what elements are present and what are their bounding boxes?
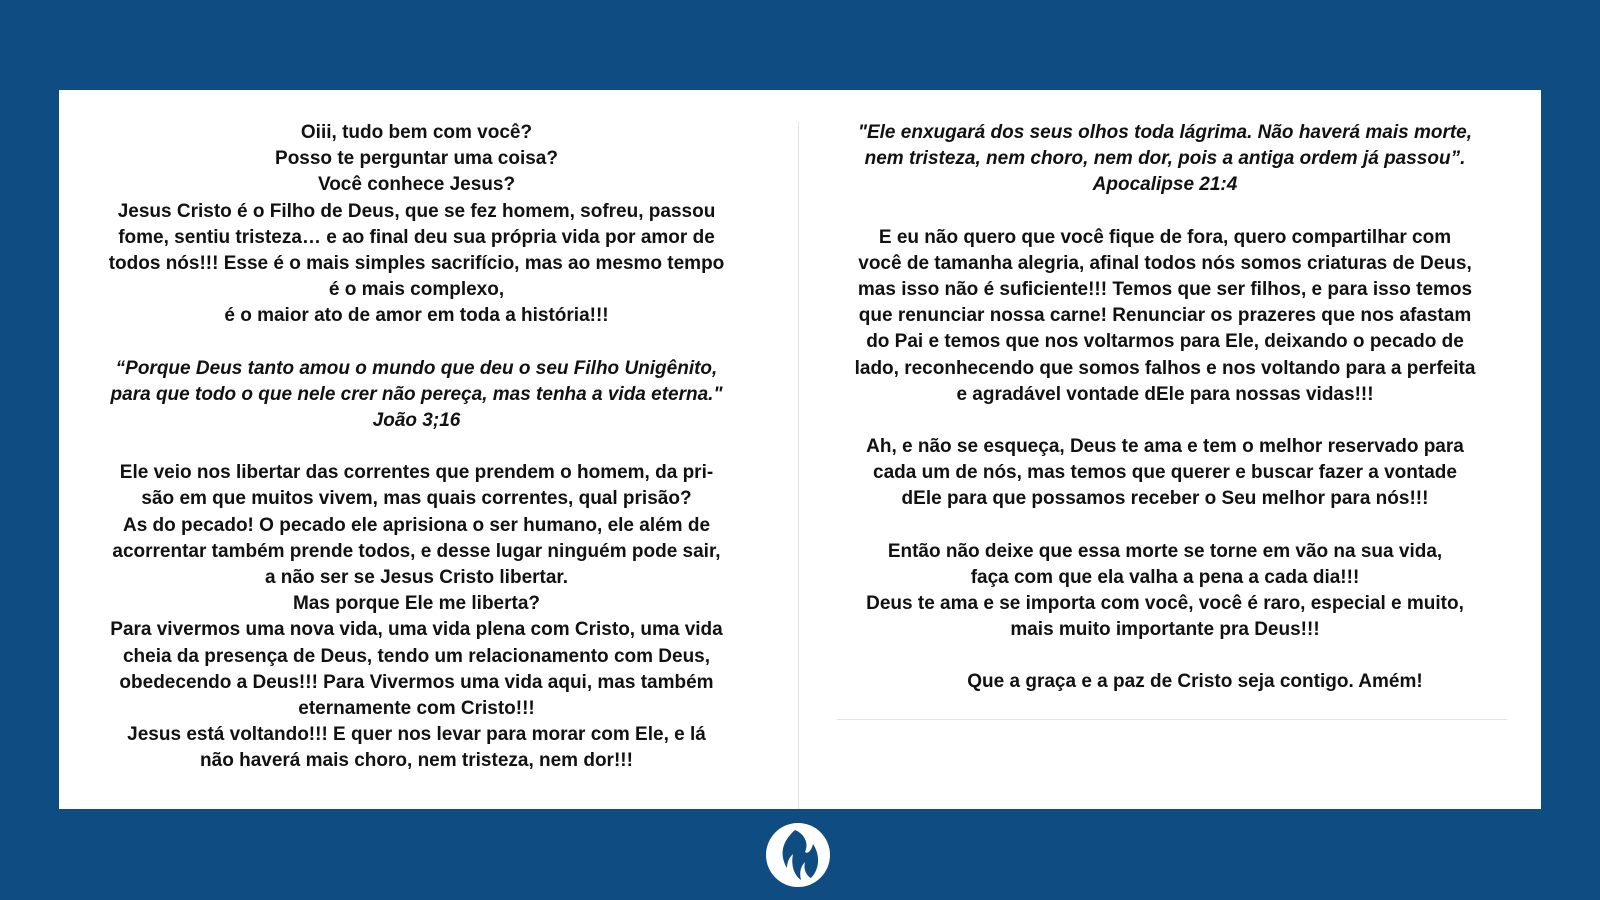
- bottom-rule: [837, 719, 1507, 720]
- text-line: faça com que ela valha a pena a cada dia!!!: [970, 566, 1360, 588]
- text-line: mas isso não é suficiente!!! Temos que ser filhos, e para isso temos: [857, 279, 1473, 301]
- bible-quote-line: "Ele enxugará dos seus olhos toda lágrima. Não haverá mais morte,: [857, 122, 1473, 143]
- text-line: Deus te ama e se importa com você, você é raro, especial e muito,: [866, 593, 1464, 615]
- text-line: cada um de nós, mas temos que querer e buscar fazer a vontade: [873, 462, 1457, 484]
- text-line: Ele veio nos libertar das correntes que prendem o homem, da pri-: [119, 462, 714, 484]
- text-line: E eu não quero que você fique de fora, quero compartilhar com: [878, 226, 1452, 248]
- column-divider: [798, 122, 799, 809]
- greeting-line: Oiii, tudo bem com você?: [300, 122, 533, 143]
- text-line: e agradável vontade dEle para nossas vidas!!!: [956, 383, 1374, 405]
- text-line: Para vivermos uma nova vida, uma vida plena com Cristo, uma vida: [110, 619, 723, 641]
- bible-reference: João 3;16: [372, 410, 461, 432]
- text-line: a não ser se Jesus Cristo libertar.: [264, 567, 569, 589]
- text-line: todos nós!!! Esse é o mais simples sacrifício, mas ao mesmo tempo: [108, 253, 725, 275]
- text-line: cheia da presença de Deus, tendo um relacionamento com Deus,: [122, 645, 711, 667]
- text-line: são em que muitos vivem, mas quais correntes, qual prisão?: [141, 488, 692, 510]
- closing-blessing: Que a graça e a paz de Cristo seja contigo. Amém!: [967, 671, 1423, 693]
- text-line: do Pai e temos que nos voltarmos para Ele, deixando o pecado de: [866, 331, 1464, 353]
- text-line: obedecendo a Deus!!! Para Vivermos uma vida aqui, mas também: [119, 671, 714, 693]
- flame-logo-icon: [765, 822, 831, 888]
- text-line: As do pecado! O pecado ele aprisiona o ser humano, ele além de: [122, 514, 711, 536]
- text-line: é o maior ato de amor em toda a história!!!: [224, 305, 609, 327]
- text-line: é o mais complexo,: [328, 279, 505, 301]
- bible-reference: Apocalipse 21:4: [1092, 174, 1238, 196]
- text-line: dEle para que possamos receber o Seu melhor para nós!!!: [901, 488, 1429, 510]
- bible-quote-line: para que todo o que nele crer não pereça, mas tenha a vida eterna.": [110, 383, 723, 405]
- text-line: Então não deixe que essa morte se torne em vão na sua vida,: [887, 540, 1443, 562]
- text-line: fome, sentiu tristeza… e ao final deu sua própria vida por amor de: [118, 226, 715, 248]
- text-line: lado, reconhecendo que somos falhos e nos voltando para a perfeita: [854, 357, 1476, 379]
- text-line: que renunciar nossa carne! Renunciar os prazeres que nos afastam: [858, 305, 1472, 327]
- text-line: Posso te perguntar uma coisa?: [275, 148, 558, 170]
- text-line: mais muito importante pra Deus!!!: [1010, 619, 1320, 641]
- content-card: [59, 90, 1541, 809]
- bible-quote-line: “Porque Deus tanto amou o mundo que deu o seu Filho Unigênito,: [115, 357, 718, 379]
- left-column: [89, 120, 744, 775]
- text-line: eternamente com Cristo!!!: [298, 698, 535, 720]
- text-line: você de tamanha alegria, afinal todos nós somos criaturas de Deus,: [858, 252, 1472, 274]
- text-line: não haverá mais choro, nem tristeza, nem dor!!!: [200, 750, 633, 772]
- right-column: [825, 120, 1505, 696]
- text-line: Jesus está voltando!!! E quer nos levar para morar com Ele, e lá: [127, 724, 706, 746]
- bible-quote-line: nem tristeza, nem choro, nem dor, pois a antiga ordem já passou”.: [864, 148, 1466, 170]
- text-line: Jesus Cristo é o Filho de Deus, que se fez homem, sofreu, passou: [117, 200, 716, 222]
- text-line: Você conhece Jesus?: [317, 174, 516, 196]
- text-line: acorrentar também prende todos, e desse lugar ninguém pode sair,: [112, 540, 721, 562]
- text-line: Mas porque Ele me liberta?: [292, 593, 541, 615]
- text-line: Ah, e não se esqueça, Deus te ama e tem o melhor reservado para: [866, 436, 1464, 458]
